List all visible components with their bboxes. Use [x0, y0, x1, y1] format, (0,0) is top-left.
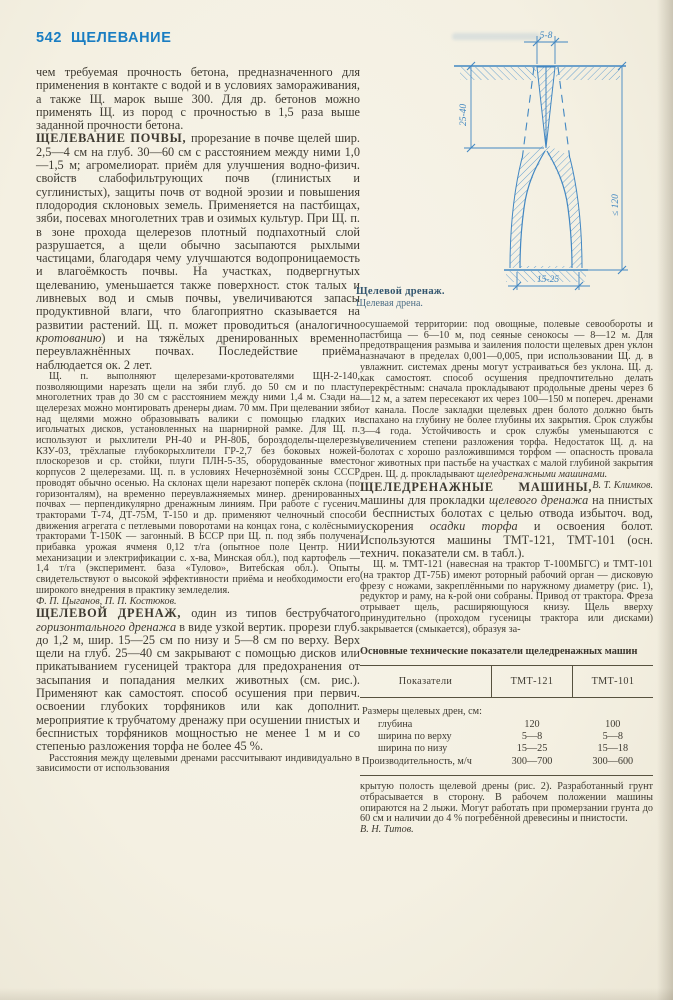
table-header — [360, 666, 653, 698]
text-run: ) и на тяжёлых дренированных временно переувлажнённых почвах. Последействие приёма наблюдается ок. 2 лет. — [36, 330, 360, 372]
row-value-1: 15—25 — [516, 743, 548, 755]
text-run: и освоения болот. Используются машины ТМТ-121, ТМТ-101 (осн. технич. показатели см. в табл.). — [360, 519, 653, 561]
continuation-paragraph — [36, 66, 360, 132]
ground-hatch-right — [556, 67, 620, 80]
col-header-tmt101: ТМТ-101 — [573, 666, 654, 698]
page-number: 542 — [36, 30, 62, 46]
dashed-slot-right — [558, 67, 570, 160]
running-title: ЩЕЛЕВАНИЕ — [71, 30, 172, 46]
row-label: Размеры щелевых дрен, см: — [362, 706, 482, 718]
table-body — [360, 698, 653, 769]
running-header — [36, 30, 171, 46]
col-header-tmt121: ТМТ-121 — [492, 666, 573, 698]
text-run: В. Н. Титов. — [360, 824, 414, 836]
figure-caption-sub: Щелевая дрена. — [356, 297, 423, 309]
text-run: в виде узкой вертик. прорези глуб. до 1,2 м, шир. 15—25 см по низу и 5—8 см по верху. Верх щели на глуб. 25—40 см закрывают с помощью дисков или прикатыванием гусеницей трактора для предохранения от засыпания и попадания мелких животных (см. рис.). Применяют как самостоят. способ осушения при первич. освоении глубоких торфяников или как дополнит. мероприятие к трубчатому дренажу при осушении пнистых и беспнистых торфяников мощностью не менее 1 м и со степенью разложения торфа не более 45 %. — [36, 619, 360, 754]
text-run: Щ. м. ТМТ-121 (навесная на трактор Т-100МБГС) и ТМТ-101 (на трактор ДТ-75Б) имеют роторный рабочий орган — дисковую фрезу с ножами, закреплёнными по наружному диаметру (рис. 1), редуктор и раму, на к-рой они собраны. Привод от трактора. Фреза отрывает щель, расширяющуюся книзу. Щель вверху принудительно (проходом гусеницы трактора или дисками) закрывается (смыкается), образуя за- — [360, 559, 653, 635]
text-run: машины для прокладки — [360, 492, 489, 507]
dim-label-top: 5-8 — [539, 31, 553, 41]
left-text-column — [36, 66, 360, 775]
row-label: ширина по низу — [378, 743, 448, 755]
row-value-1: 300—700 — [511, 755, 553, 767]
entry-term: ЩЕЛЕВАНИЕ ПОЧВЫ, — [36, 131, 192, 146]
row-value-2: 5—8 — [602, 731, 623, 743]
dashed-slot-left — [522, 67, 534, 160]
text-run: щелевого дренажа — [488, 492, 589, 507]
row-value-2: 15—18 — [597, 743, 629, 755]
dim-label-right: ≤ 120 — [611, 194, 621, 216]
right-column-upper-text — [360, 320, 653, 635]
petit-paragraph — [36, 372, 360, 597]
figure-caption-title: Щелевой дренаж. — [356, 286, 445, 297]
slot-drain-diagram — [414, 20, 666, 292]
row-value-1 — [492, 698, 573, 719]
table-frame — [360, 665, 653, 776]
right-column-lower-text — [360, 782, 653, 836]
table-row — [360, 756, 653, 768]
text-run: щеледренажными машинами. — [476, 468, 608, 480]
entry-shchelevanie-pochvy — [36, 132, 360, 371]
row-label: Производительность, м/ч — [362, 755, 472, 767]
dim-label-left: 25-40 — [459, 103, 469, 126]
entry-shchelevoy-drenazh — [36, 607, 360, 753]
text-run: один из типов беструбчатого — [191, 606, 360, 621]
text-run: чем требуемая прочность бетона, предназначенного для применения в контакте с водой и в условиях замораживания, а также Щ. марок выше 300. Для др. бетонов можно применять Щ. из пород с прочностью в 1,5 раза выше заданной прочности бетона. — [36, 65, 360, 133]
row-value-1: 120 — [524, 718, 540, 730]
row-label: ширина по верху — [378, 731, 452, 743]
row-value-2: 100 — [605, 718, 621, 730]
table-row — [360, 719, 653, 731]
row-value-1: 5—8 — [521, 731, 543, 743]
table-title: Основные технические показатели щеледренажных машин — [360, 646, 638, 658]
spec-table — [360, 665, 653, 768]
text-run: на пнистых и беспнистых болотах с целью отвода избыточ. вод, ускорения — [360, 492, 653, 534]
text-run: крытую полость щелевой дрены (рис. 2). Разработанный грунт отбрасывается в сторону. В рабочем положении машины опираются на 2 лыжи. Могут работать при промерзании грунта до 60 см и наличии до 4 % погребённой древесины и пнистости. — [360, 781, 653, 825]
table-row — [360, 731, 653, 743]
text-run: горизонтального дренажа — [36, 619, 177, 634]
text-run: Расстояния между щелевыми дренами рассчитывают индивидуально в зависимости от использования — [36, 752, 360, 775]
inline-signature: В. Т. Климков. — [592, 479, 653, 491]
figure-caption — [356, 286, 516, 309]
entry-term: ЩЕЛЕДРЕНАЖНЫЕ МАШИНЫ, — [360, 479, 593, 494]
text-run: Ф. П. Цыганов, П. П. Костюков. — [36, 595, 177, 607]
row-label: глубина — [378, 718, 413, 730]
text-run: кротованию — [36, 330, 102, 345]
text-run: прорезание в почве щелей шир. 2,5—4 см на глуб. 30—60 см с расстоянием между ними 1,0—1,5 м; агромелиорат. приём для улучшения водно-физич. свойств слабофильтрующих почв (глинистых и суглинистых), защиты почв от водной эрозии и повышения плодородия склоновых земель. Применяется на пастбищах, зяби, посевах многолетних трав и озимых культур. При Щ. п. в зоне прохода щелерезов плотный подпахотный слой разрушается, а щели обычно засыпаются рыхлыми частицами, благодаря чему улучшаются водопроницаемость и влагоёмкость почвы. На участках, подвергнутых щелеванию, уменьшается также поверхност. сток талых и ливневых вод и смыв почвы, увеличиваются запасы продуктивной влаги, что благоприятно сказывается на развитии растений. Щ. п. может проводиться (аналогично — [36, 131, 360, 332]
slot-drain-svg — [414, 20, 666, 292]
text-run: Щ. п. выполняют щелерезами-кротователями ЩН-2-140, позволяющими нарезать щели на зяби глуб. до 50 см и по пласту многолетних трав до 30 см с расстоянием между ними 1,4 м. Сзади на щелерезах можно монтировать дренеры диам. 70 мм. При щелевании зяби над щелями можно образовывать валики с помощью гладких и игольчатых дисков, установленных на шарнирной рамке. Для Щ. п. используют и рыхлители РН-40 и РН-80Б, бороздоделы-щелерезы КЗУ-03, трёхлапые глубокорыхлители ГР-2,7 без боковых ножей-плоскорезов и ср. стойки, плуги ПЛН-5-35, оборудованные вместо корпусов 2 щелерезами. Щ. п. в условиях Нечернозёмной зоны СССР проводят обычно осенью. На склонах щели нарезают поперёк склона (по горизонталям), на временно переувлажняемых минер. дренированных почвах — перпендикулярно дренажным линиям. При работе с гусенич. тракторами Т-74, ДТ-75М, Т-150 и др. применяют челночный способ движения агрегата с петлевыми поворотами на концах гона, с колёсными тракторами Т-150К — загонный. В БССР при Щ. п. под зябь получена прибавка урожая ячменя 0,12 т/га (опытное поле Центр. НИИ механизации и электрификации с. х-ва, Минская обл.), под картофель — 1,4 т/га (эксперимент. база «Тулово», Витебская обл.). Опыты свидетельствуют о высокой эффективности приёма и необходимости его широкого внедрения в практику земледелия. — [36, 370, 360, 596]
text-run: осушаемой территории: под овощные, полевые севообороты и пастбища — 6—10 м, под сеяные сенокосы — 8—12 м. Для предотвращения размыва и заиления полости щелевых дрен уклон назначают в пределах 0,001—0,005, при использовании Щ. д. в увлажнит. системах дрены могут устраиваться без уклона. Щ. д. как самостоят. способ осушения предпочтительно делать перекрёстным: сначала прокладывают продольные дрены через 6—12 м, а затем пересекают их через 100—150 м попереч. дренами от канала. После закладки щелевых дрен болото должно быть вспахано на глубину не более глубины их закрытия. Срок службы 3—4 года. Устойчивость и срок службы уменьшаются с увеличением степени разложения торфа. Недостаток Щ. д. на болотах с хорошо разложившимся торфом — опасность провала ног животных при пастьбе на участках с малой глубиной закрытия дрен. Щ. д. прокладывают — [360, 319, 653, 480]
entry-term: ЩЕЛЕВОЙ ДРЕНАЖ, — [36, 606, 192, 621]
text-run: осадки торфа — [429, 519, 518, 534]
petit-paragraph — [360, 560, 653, 635]
col-header-indicators: Показатели — [360, 666, 492, 698]
entry-shcheledrenazhnye-mashiny — [360, 481, 653, 561]
row-value-2: 300—600 — [592, 755, 634, 767]
right-text-column — [360, 320, 653, 836]
continuation-paragraph — [360, 782, 653, 825]
petit-paragraph — [36, 754, 360, 775]
table-row — [360, 698, 653, 719]
row-value-2 — [573, 698, 654, 719]
author-signature — [360, 825, 653, 836]
table-row — [360, 743, 653, 755]
spec-table-section — [360, 645, 653, 776]
dim-label-bottom: 15-25 — [536, 275, 560, 285]
